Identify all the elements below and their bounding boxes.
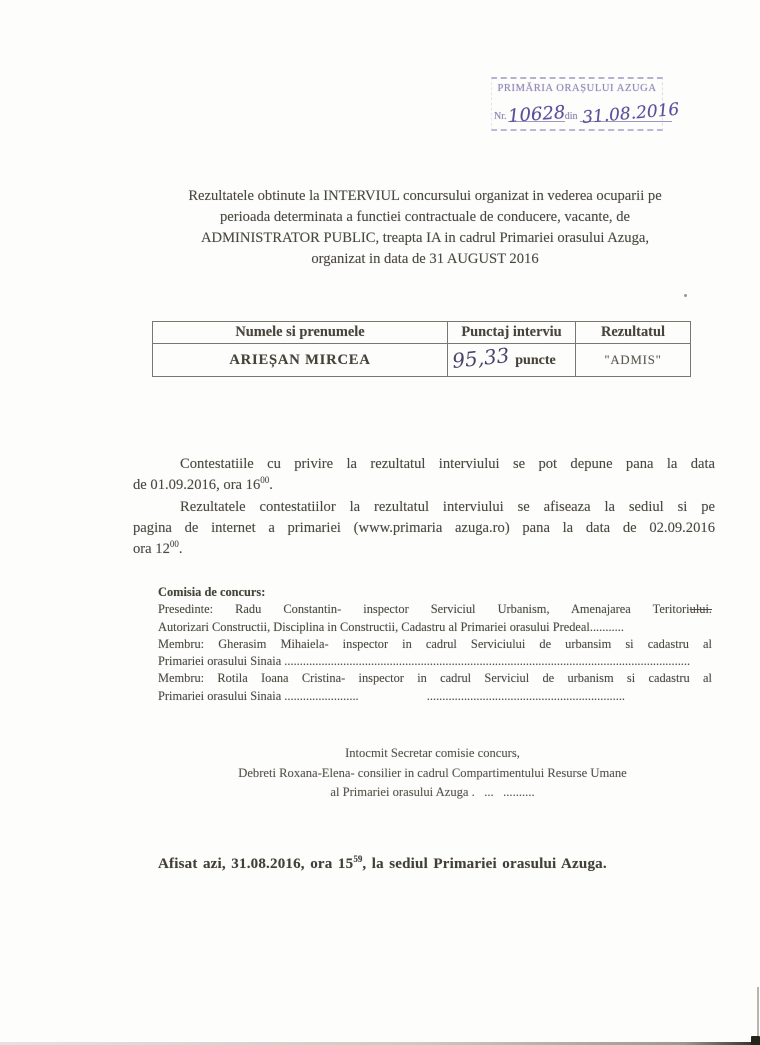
secretary-line: Intocmit Secretar comisie concurs,	[345, 746, 520, 760]
stamp-organization: PRIMĂRIA ORAȘULUI AZUGA	[497, 83, 657, 94]
scan-edge-line	[757, 987, 759, 1042]
paragraph2-line2: pagina de internet a primariei (www.primaria azuga.ro) pana la data de 02.09.2016	[133, 519, 715, 536]
paragraph1-line1: Contestatiile cu privire la rezultatul interviului se pot depune pana la data	[180, 456, 715, 472]
title-line: Rezultatele obtinute la INTERVIUL concursului organizat in vederea ocuparii pe	[188, 188, 662, 204]
paragraph2-line3-text: ora 12	[133, 541, 170, 558]
registration-stamp	[491, 77, 680, 131]
commission-member2-line1: Membru: Rotila Ioana Cristina- inspector in cadrul Serviciul de urbanism si cadastru al	[158, 671, 712, 686]
title-line: perioada determinata a functiei contractuale de conducere, vacante, de	[219, 209, 630, 225]
scan-corner-mark	[751, 1036, 760, 1045]
header-result: Rezultatul	[576, 322, 691, 344]
commission-section	[158, 584, 712, 705]
hour-superscript: 59	[353, 854, 363, 864]
commission-president-line2: Autorizari Constructii, Disciplina in Constructii, Cadastru al Primariei orasului Predeal...........	[158, 619, 624, 634]
stamp-date-handwritten: 31.08.2016	[580, 99, 680, 129]
interview-score	[448, 344, 576, 377]
commission-member1-line2: Primariei orasului Sinaia ...................................................................................................................................	[158, 654, 691, 669]
paragraph1-line2-text: de 01.09.2016, ora 16	[133, 477, 261, 494]
president-text: Presedinte: Radu Constantin- inspector Serviciul Urbanism, Amenajarea Teritori	[158, 602, 690, 617]
paragraph2-line3-end: .	[178, 541, 183, 558]
stamp-nr-handwritten: 10628	[506, 102, 566, 127]
score-unit: puncte	[515, 352, 556, 368]
paragraph2-line3	[133, 539, 715, 560]
commission-heading: Comisia de concurs:	[158, 585, 266, 599]
table-row	[153, 344, 691, 377]
secretary-line: Debreti Roxana-Elena- consilier in cadrul Compartimentului Resurse Umane	[238, 765, 627, 780]
stamp-din-label: din	[564, 111, 578, 122]
posted-notice-text: Afisat azi, 31.08.2016, ora 15	[158, 856, 354, 872]
paragraph1-line2	[133, 475, 715, 496]
title-line: organizat in data de 31 AUGUST 2016	[311, 251, 539, 267]
paragraph1-line2-end: .	[269, 477, 273, 494]
posted-notice	[158, 856, 607, 873]
score-handwritten: 95,33	[451, 342, 511, 373]
hour-superscript: 00	[260, 475, 270, 486]
paragraph2-line1: Rezultatele contestatiilor la rezultatul interviului se afiseaza la sediul si pe	[180, 498, 715, 515]
secretary-section	[135, 744, 730, 803]
stamp-number-row	[492, 99, 680, 129]
posted-notice-end: , la sediul Primariei orasului Azuga.	[362, 856, 607, 872]
commission-president-line1	[158, 601, 712, 618]
header-score: Punctaj interviu	[448, 322, 576, 344]
header-name: Numele si prenumele	[153, 322, 448, 344]
stamp-nr-underline	[506, 102, 566, 127]
candidate-name: ARIEȘAN MIRCEA	[153, 344, 448, 377]
title-line: ADMINISTRATOR PUBLIC, treapta IA in cadrul Primariei orasului Azuga,	[200, 230, 649, 246]
scan-speck	[684, 294, 687, 297]
results-table	[152, 321, 691, 377]
commission-member1-line1: Membru: Gherasim Mihaiela- inspector in cadrul Serviciului de urbansim si cadastru al	[158, 636, 712, 651]
table-header-row	[153, 322, 691, 344]
stamp-nr-label: Nr.	[494, 111, 507, 122]
stamp-date-underline	[580, 99, 680, 129]
result-value: "ADMIS"	[576, 344, 691, 377]
secretary-line: al Primariei orasului Azuga . ... ..........	[330, 785, 535, 799]
hour-superscript: 00	[169, 539, 179, 550]
commission-member2-line2: Primariei orasului Sinaia ........................ ................................................................	[158, 688, 626, 703]
body-paragraphs	[133, 454, 715, 560]
struck-text: ului.	[689, 602, 712, 617]
document-title	[135, 186, 715, 270]
